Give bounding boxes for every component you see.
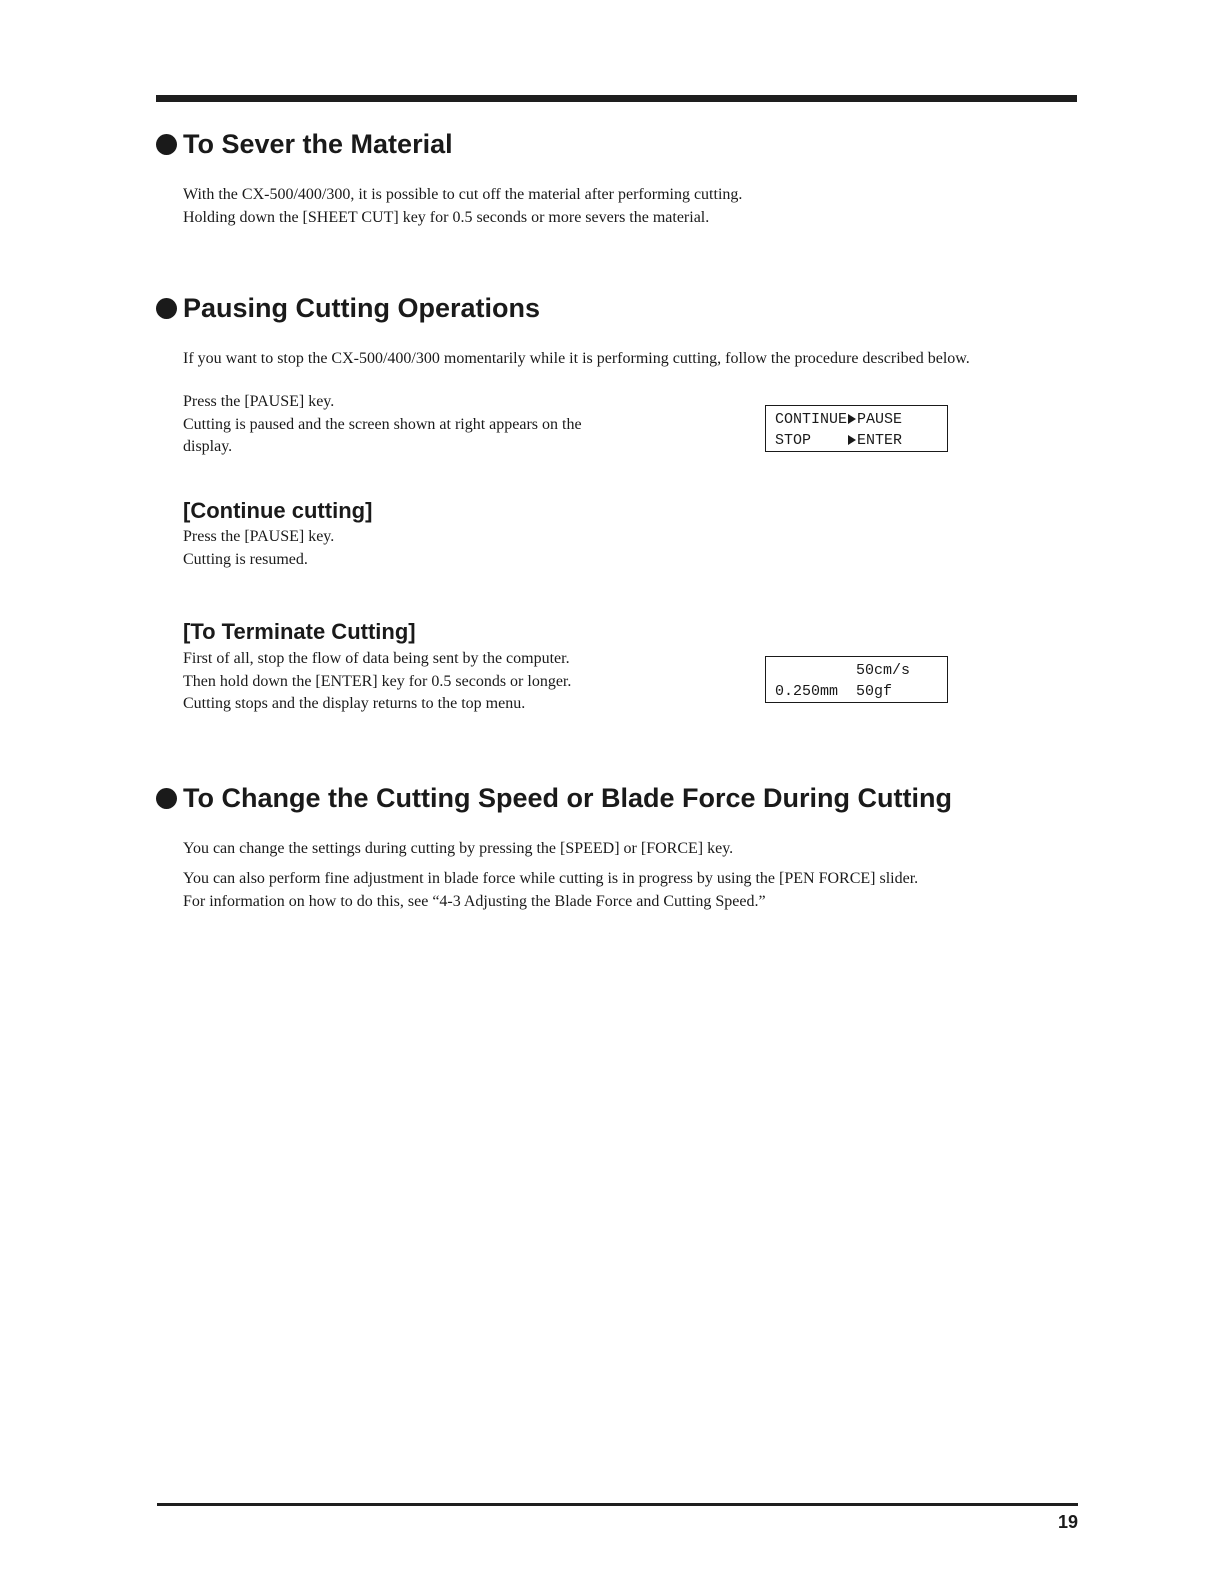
lcd-row: 50cm/s bbox=[775, 662, 911, 679]
continue-text bbox=[183, 526, 334, 571]
lcd-row: 0.250mm 50gf bbox=[775, 683, 893, 700]
paragraph-line: Cutting is paused and the screen shown at right appears on the bbox=[183, 415, 582, 433]
change-text-2 bbox=[183, 868, 918, 913]
paragraph-line: With the CX-500/400/300, it is possible to cut off the material after performing cutting. bbox=[183, 186, 743, 203]
paragraph-line: Then hold down the [ENTER] key for 0.5 seconds or longer. bbox=[183, 672, 572, 690]
paragraph-line: First of all, stop the flow of data being sent by the computer. bbox=[183, 650, 570, 667]
page-number: 19 bbox=[1057, 1512, 1078, 1532]
bullet-icon bbox=[156, 134, 177, 155]
bullet-icon bbox=[156, 298, 177, 319]
paragraph-line: You can also perform fine adjustment in blade force while cutting is in progress by using the [PEN FORCE] slider. bbox=[183, 870, 919, 887]
sub-heading-continue: [Continue cutting] bbox=[183, 498, 373, 523]
section-title: To Sever the Material bbox=[183, 129, 453, 159]
section-heading-pausing bbox=[156, 292, 540, 324]
paragraph-line: Cutting stops and the display returns to the top menu. bbox=[183, 695, 526, 712]
bottom-rule bbox=[157, 1503, 1078, 1506]
lcd-display-pause bbox=[765, 405, 948, 452]
bullet-icon bbox=[156, 788, 177, 809]
lcd-row bbox=[775, 430, 947, 451]
paragraph-line: If you want to stop the CX-500/400/300 momentarily while it is performing cutting, follow the procedure described below. bbox=[183, 350, 970, 367]
lcd-text: CONTINUE bbox=[775, 411, 848, 428]
sever-text bbox=[183, 184, 742, 229]
paragraph-line: Cutting is resumed. bbox=[183, 550, 308, 568]
paragraph-line: Holding down the [SHEET CUT] key for 0.5 seconds or more severs the material. bbox=[183, 208, 710, 226]
section-title: Pausing Cutting Operations bbox=[183, 293, 541, 323]
paragraph-line: Press the [PAUSE] key. bbox=[183, 393, 335, 410]
change-text-1 bbox=[183, 838, 733, 861]
triangle-right-icon bbox=[848, 414, 856, 424]
pausing-intro bbox=[183, 348, 970, 371]
paragraph-line: Press the [PAUSE] key. bbox=[183, 528, 335, 545]
paragraph-line: You can change the settings during cutting by pressing the [SPEED] or [FORCE] key. bbox=[183, 840, 734, 857]
section-title: To Change the Cutting Speed or Blade Force During Cutting bbox=[183, 783, 952, 813]
paragraph-line: For information on how to do this, see “4-3 Adjusting the Blade Force and Cutting Speed.” bbox=[183, 892, 766, 910]
sub-heading-terminate: [To Terminate Cutting] bbox=[183, 619, 416, 644]
section-heading-change bbox=[156, 782, 952, 814]
lcd-text: ENTER bbox=[857, 432, 903, 449]
lcd-text: PAUSE bbox=[857, 411, 903, 428]
paragraph-line: display. bbox=[183, 438, 233, 455]
triangle-right-icon bbox=[848, 435, 856, 445]
terminate-text bbox=[183, 648, 571, 716]
lcd-text: STOP bbox=[775, 432, 848, 449]
lcd-row bbox=[775, 409, 947, 430]
top-rule bbox=[156, 95, 1077, 102]
section-heading-sever bbox=[156, 128, 453, 160]
lcd-display-top-menu bbox=[765, 656, 948, 703]
pause-step-text bbox=[183, 391, 582, 459]
